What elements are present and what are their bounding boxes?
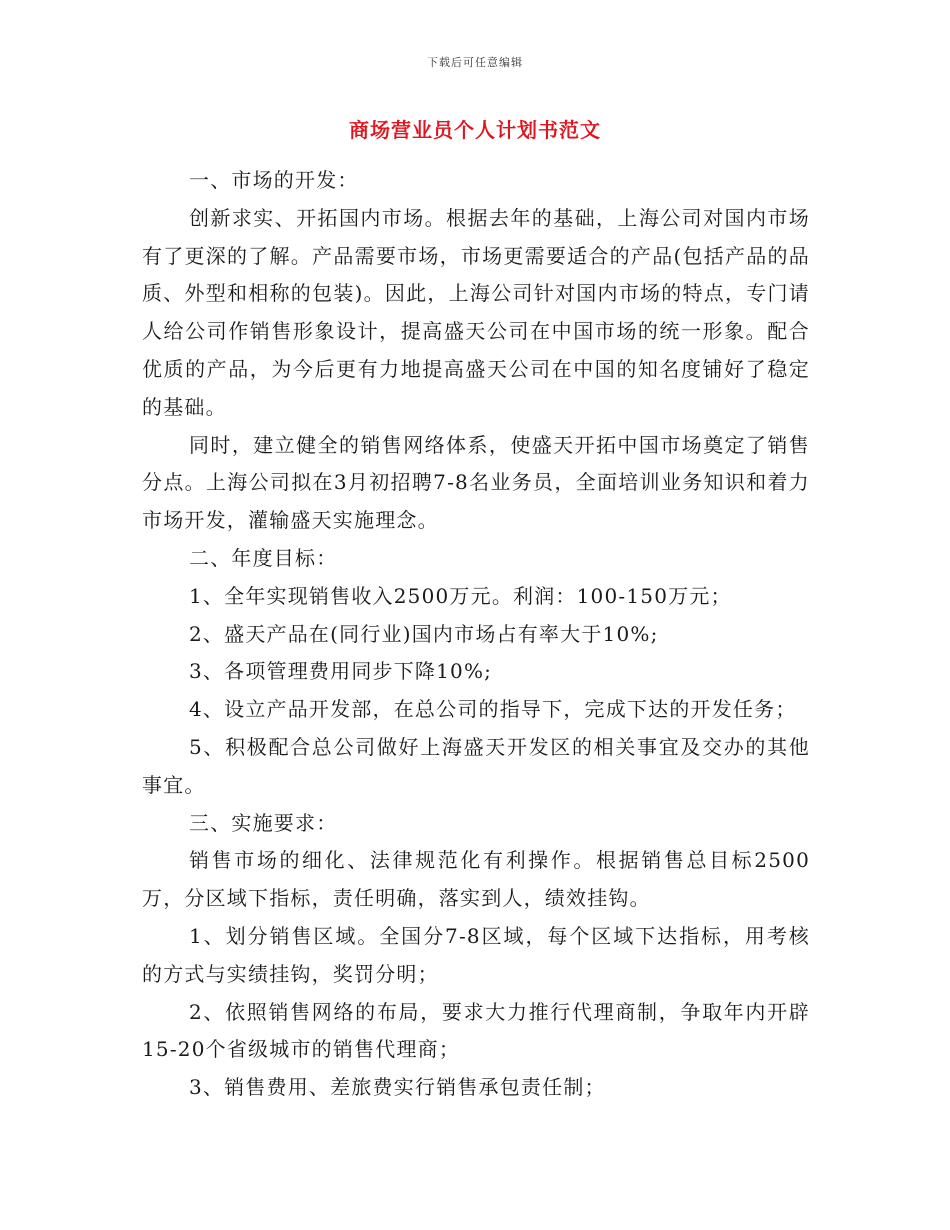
section-heading-market-development: 一、市场的开发： xyxy=(189,168,359,192)
requirement-item-2: 2、依照销售网络的布局，要求大力推行代理商制，争取年内开辟15-20个省级城市的销售代理商； xyxy=(142,999,810,1062)
paragraph-market-expansion: 创新求实、开拓国内市场。根据去年的基础，上海公司对国内市场有了更深的了解。产品需要市场，市场更需要适合的产品(包括产品的品质、外型和相称的包装)。因此，上海公司针对国内市场的特点，专门请人给公司作销售形象设计，提高盛天公司在中国市场的统一形象。配合优质的产品，为今后更有力地提高盛天公司在中国的知名度铺好了稳定的基础。 xyxy=(142,205,810,419)
header-note: 下载后可任意编辑 xyxy=(427,56,523,69)
paragraph-implementation-intro: 销售市场的细化、法律规范化有利操作。根据销售总目标2500万，分区域下指标，责任明确，落实到人，绩效挂钩。 xyxy=(142,848,810,911)
document-body xyxy=(142,162,810,1107)
goal-item-5: 5、积极配合总公司做好上海盛天开发区的相关事宜及交办的其他事宜。 xyxy=(142,734,810,797)
goal-item-1: 1、全年实现销售收入2500万元。利润：100-150万元； xyxy=(189,583,732,608)
paragraph-sales-network: 同时，建立健全的销售网络体系，使盛天开拓中国市场奠定了销售分点。上海公司拟在3月初招聘7-8名业务员，全面培训业务知识和着力市场开发，灌输盛天实施理念。 xyxy=(142,432,810,533)
requirement-item-1: 1、划分销售区域。全国分7-8区域，每个区域下达指标，用考核的方式与实绩挂钩，奖罚分明； xyxy=(142,923,810,986)
document-title: 商场营业员个人计划书范文 xyxy=(349,118,601,142)
goal-item-4: 4、设立产品开发部，在总公司的指导下，完成下达的开发任务； xyxy=(189,697,797,722)
section-heading-annual-goals: 二、年度目标： xyxy=(189,545,338,570)
requirement-item-3: 3、销售费用、差旅费实行销售承包责任制； xyxy=(189,1075,606,1100)
section-heading-implementation: 三、实施要求： xyxy=(189,810,338,835)
goal-item-3: 3、各项管理费用同步下降10%; xyxy=(189,659,493,684)
goal-item-2: 2、盛天产品在(同行业)国内市场占有率大于10%; xyxy=(189,621,659,646)
